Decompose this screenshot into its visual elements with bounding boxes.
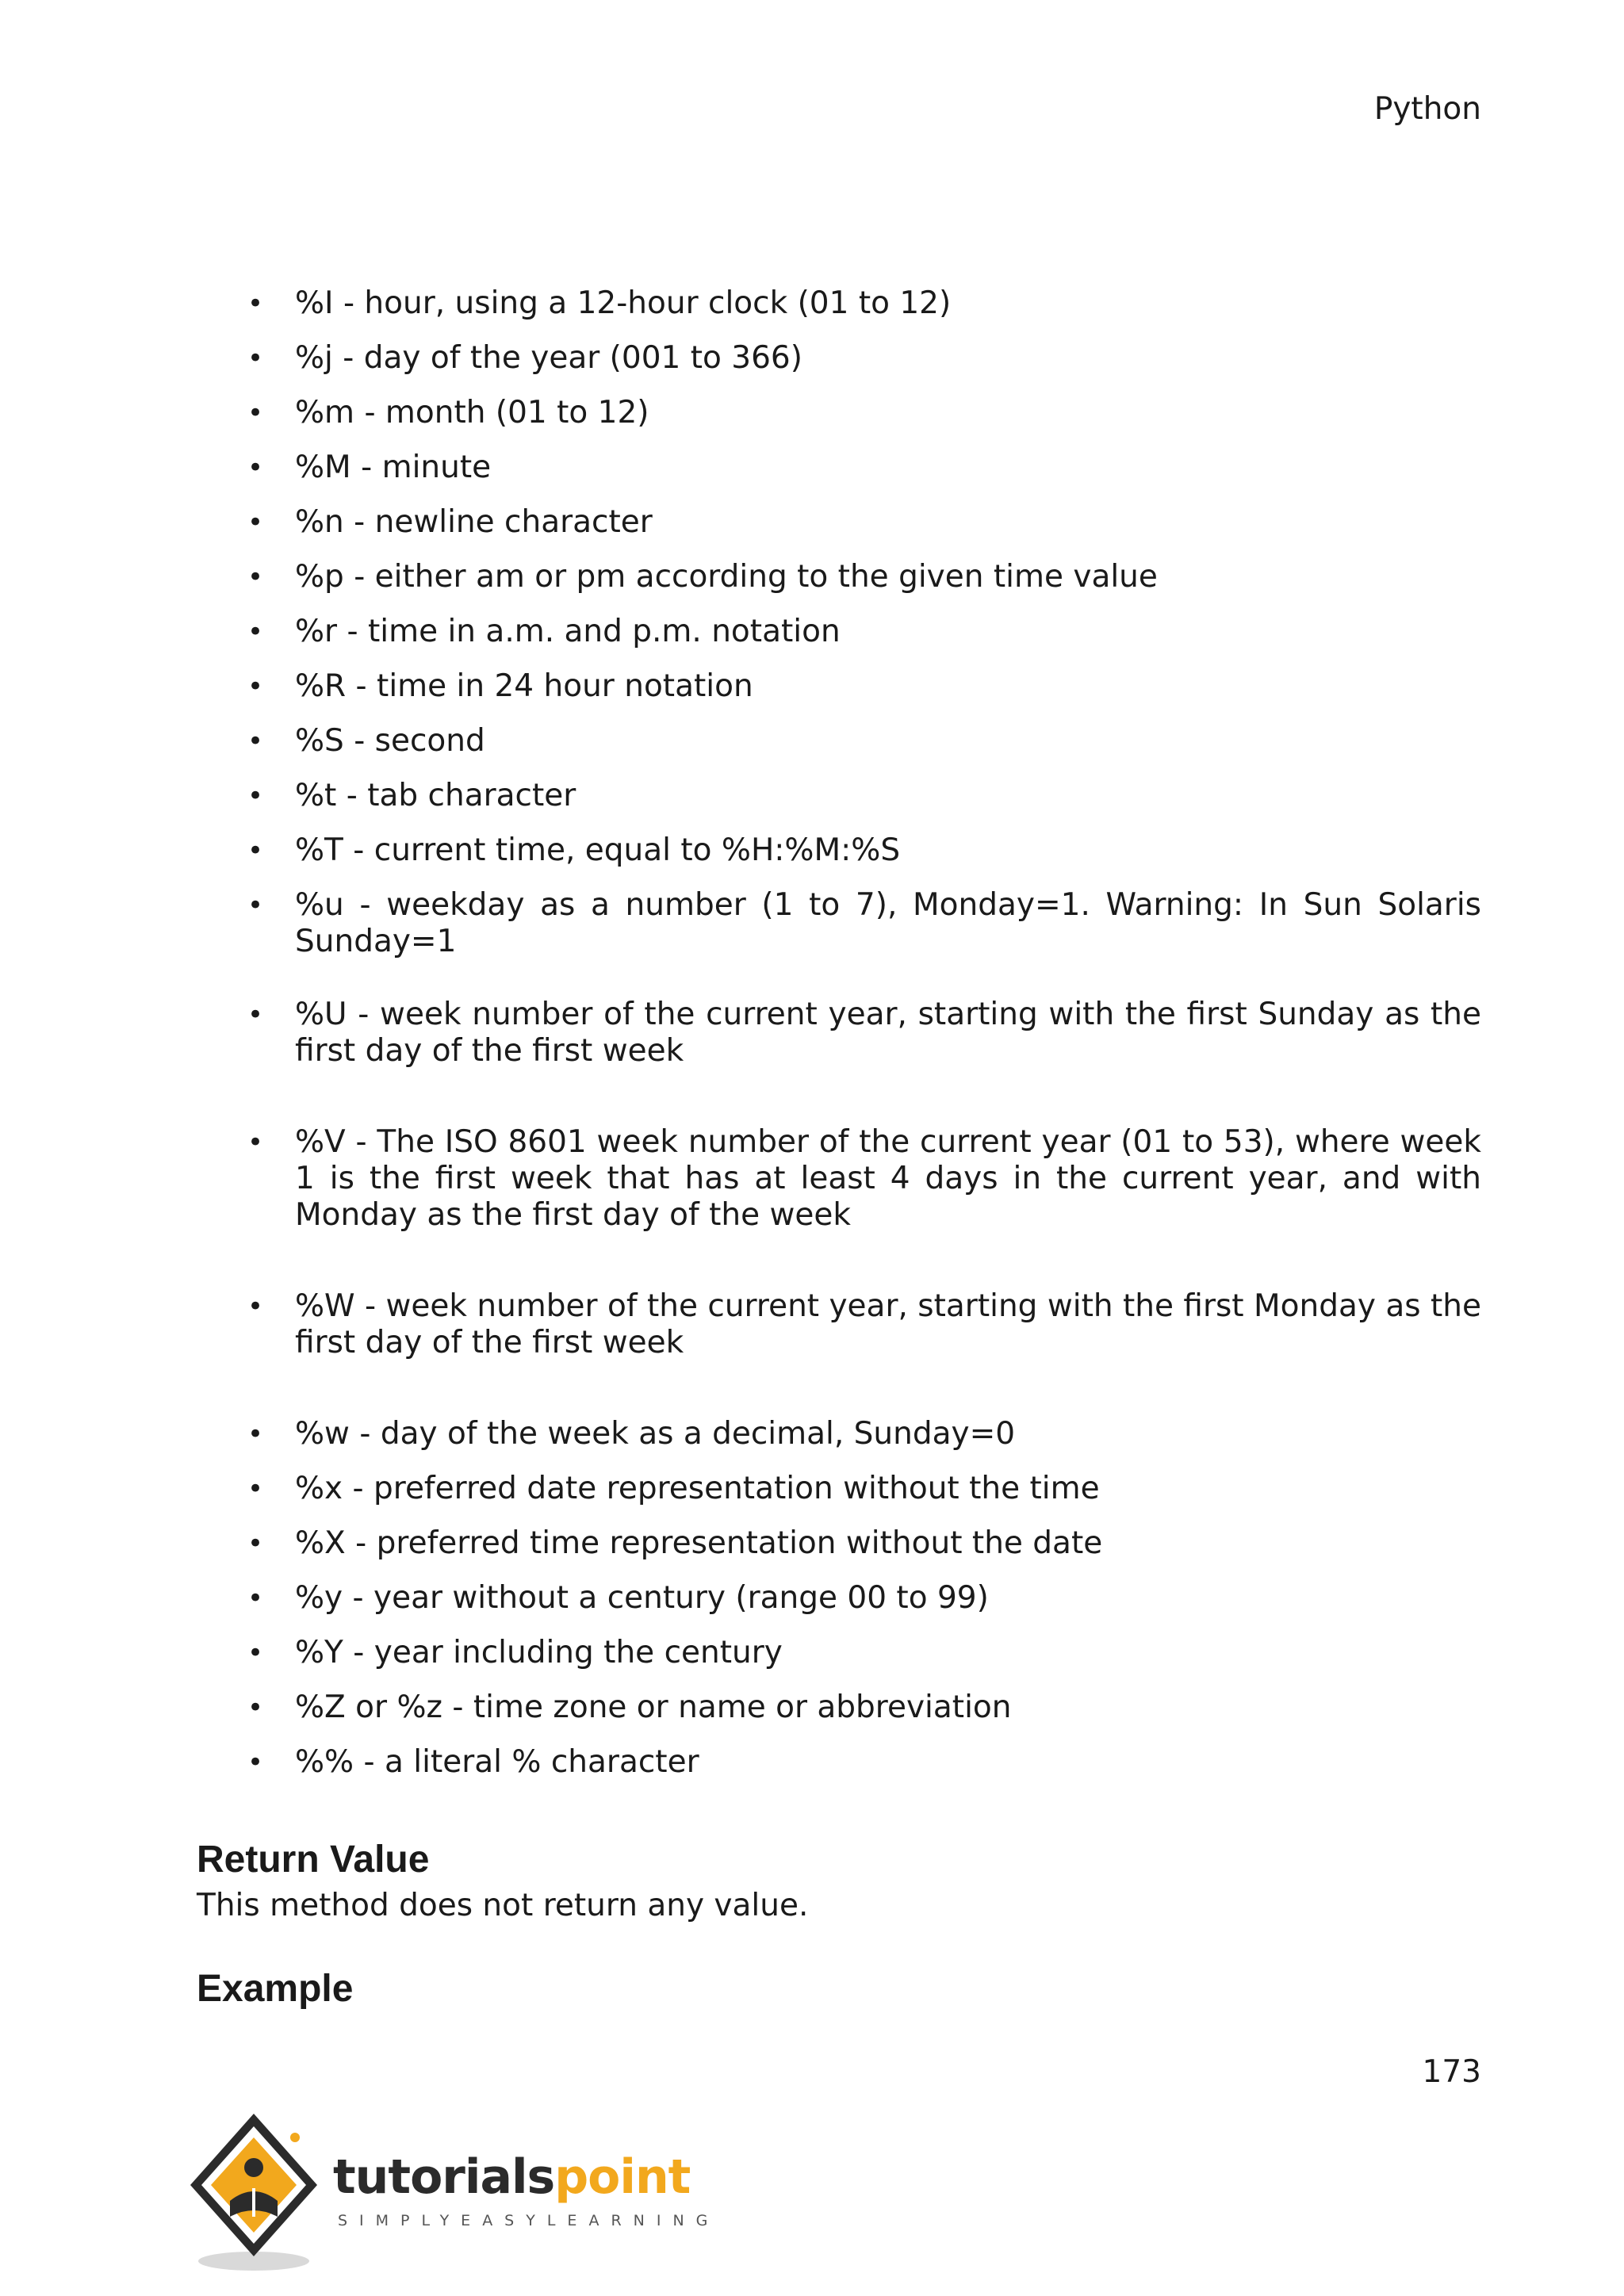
bullet-icon: • — [247, 1127, 264, 1158]
list-item: • %X - preferred time representation without the date — [247, 1525, 1103, 1561]
bullet-icon: • — [247, 507, 264, 538]
list-item: • %S - second — [247, 723, 485, 759]
bullet-icon: • — [247, 1291, 264, 1322]
bullet-icon: • — [247, 1418, 264, 1450]
bullet-icon: • — [247, 397, 264, 429]
bullet-icon: • — [247, 1692, 264, 1724]
bullet-icon: • — [247, 835, 264, 867]
list-item: • %j - day of the year (001 to 366) — [247, 340, 802, 376]
list-item: • %T - current time, equal to %H:%M:%S — [247, 832, 901, 868]
bullet-icon: • — [247, 616, 264, 648]
list-item: • %y - year without a century (range 00 to 99) — [247, 1580, 989, 1616]
list-item: • %x - preferred date representation without the time — [247, 1471, 1100, 1506]
list-item: • %I - hour, using a 12-hour clock (01 to 12) — [247, 285, 952, 321]
list-item: • %V - The ISO 8601 week number of the current year (01 to 53), where week 1 is the first week that has at least 4 days in the current year, and with Monday as the first day of the week — [247, 1124, 1481, 1233]
list-item: • %w - day of the week as a decimal, Sunday=0 — [247, 1416, 1016, 1452]
tutorialspoint-logo — [190, 2106, 720, 2280]
bullet-icon: • — [247, 999, 264, 1031]
list-item: • %Z or %z - time zone or name or abbreviation — [247, 1689, 1012, 1725]
format-directive-list — [247, 285, 1481, 1781]
bullet-icon: • — [247, 452, 264, 484]
bullet-icon: • — [247, 1637, 264, 1669]
list-item: • %R - time in 24 hour notation — [247, 668, 753, 704]
list-item: • %m - month (01 to 12) — [247, 395, 649, 430]
list-item: • %W - week number of the current year, starting with the first Monday as the first day of the first week — [247, 1288, 1481, 1360]
list-item: • %p - either am or pm according to the given time value — [247, 559, 1158, 595]
bullet-icon: • — [247, 288, 264, 320]
bullet-icon: • — [247, 561, 264, 593]
bullet-icon: • — [247, 890, 264, 921]
list-item: • %t - tab character — [247, 778, 576, 813]
list-item: • %Y - year including the century — [247, 1635, 783, 1670]
list-item: • %M - minute — [247, 450, 492, 485]
logo-tagline: SIMPLYEASYLEARNING — [338, 2212, 720, 2229]
list-item: • %r - time in a.m. and p.m. notation — [247, 614, 841, 649]
return-value-heading: Return Value — [197, 1839, 430, 1881]
page-number: 173 — [1422, 2054, 1481, 2090]
return-value-text: This method does not return any value. — [197, 1888, 809, 1923]
bullet-icon: • — [247, 342, 264, 374]
list-item: • %U - week number of the current year, starting with the first Sunday as the first day of the first week — [247, 997, 1481, 1069]
list-item: • %n - newline character — [247, 504, 653, 540]
bullet-icon: • — [247, 725, 264, 757]
running-header: Python — [1373, 91, 1481, 127]
logo-wordmark: tutorialspoint — [333, 2149, 691, 2205]
bullet-icon: • — [247, 1473, 264, 1505]
bullet-icon: • — [247, 1528, 264, 1559]
bullet-icon: • — [247, 780, 264, 812]
bullet-icon: • — [247, 671, 264, 702]
list-item: • %u - weekday as a number (1 to 7), Monday=1. Warning: In Sun Solaris Sunday=1 — [247, 887, 1481, 959]
bullet-icon: • — [247, 1747, 264, 1778]
list-item: • %% - a literal % character — [247, 1744, 699, 1780]
example-heading: Example — [197, 1968, 354, 2010]
bullet-icon: • — [247, 1582, 264, 1614]
